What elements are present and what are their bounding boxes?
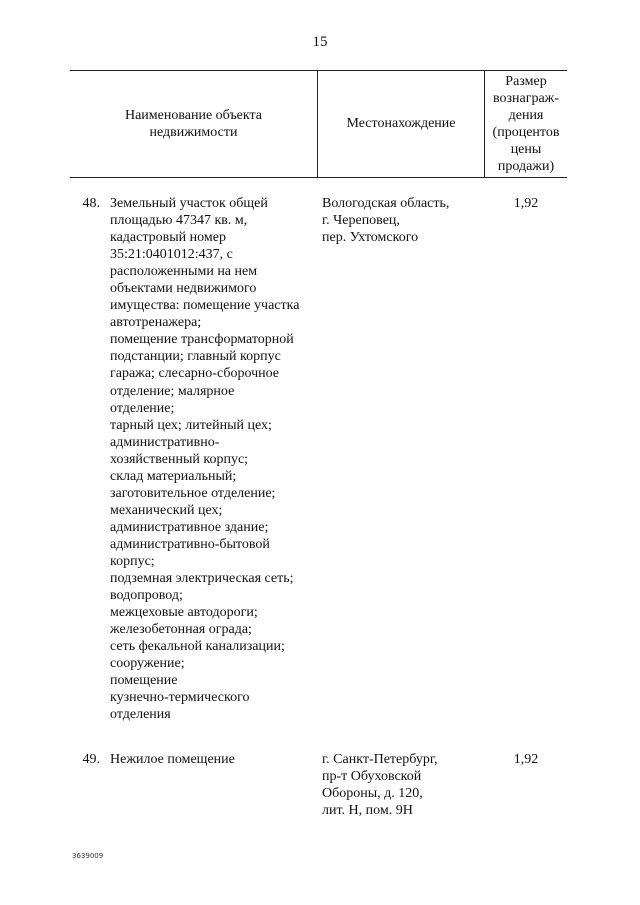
row-object-name: Нежилое помещение <box>110 752 235 767</box>
table-header-name-text: Наименование объекта недвижимости <box>124 107 263 140</box>
table-header-location <box>318 70 484 177</box>
row-object-name: Земельный участок общей площадью 47347 кв. м, кадастровый номер 35:21:0401012:437, с расположенными на нем объектами недвижимого имущества: помещение участка автотренажера; помещение трансформаторной подстанции; главный корпус гаража; слесарно-сборочное отделение; малярное отделение; тарный цех; литейный цех; административно- хозяйственный корпус; склад материальный; заготовительное отделение; механический цех; административное здание; административно-бытовой корпус; подземная электрическая сеть; водопровод; межцеховые автодороги; железобетонная ограда; сеть фекальной канализации; сооружение; помещение кузнечно-термического отделения <box>110 196 300 723</box>
row-share: 1,92 <box>513 196 539 211</box>
row-number: 49. <box>82 752 100 767</box>
row-location: г. Санкт-Петербург, пр-т Обуховской Обороны, д. 120, лит. Н, пом. 9Н <box>322 752 438 819</box>
table-header-bottom-border <box>70 177 567 178</box>
table-header-share <box>485 70 567 177</box>
row-share: 1,92 <box>513 752 539 767</box>
row-location: Вологодская область, г. Череповец, пер. Ухтомского <box>322 196 450 246</box>
table-header-name <box>70 70 317 177</box>
row-number: 48. <box>82 196 100 211</box>
table-header-share-text: Размер вознаграж- дения (процентов цены продажи) <box>492 73 560 174</box>
page-number: 15 <box>312 34 328 50</box>
footer-document-code: 3639009 <box>72 852 104 860</box>
table-header-location-text: Местонахождение <box>346 116 456 131</box>
